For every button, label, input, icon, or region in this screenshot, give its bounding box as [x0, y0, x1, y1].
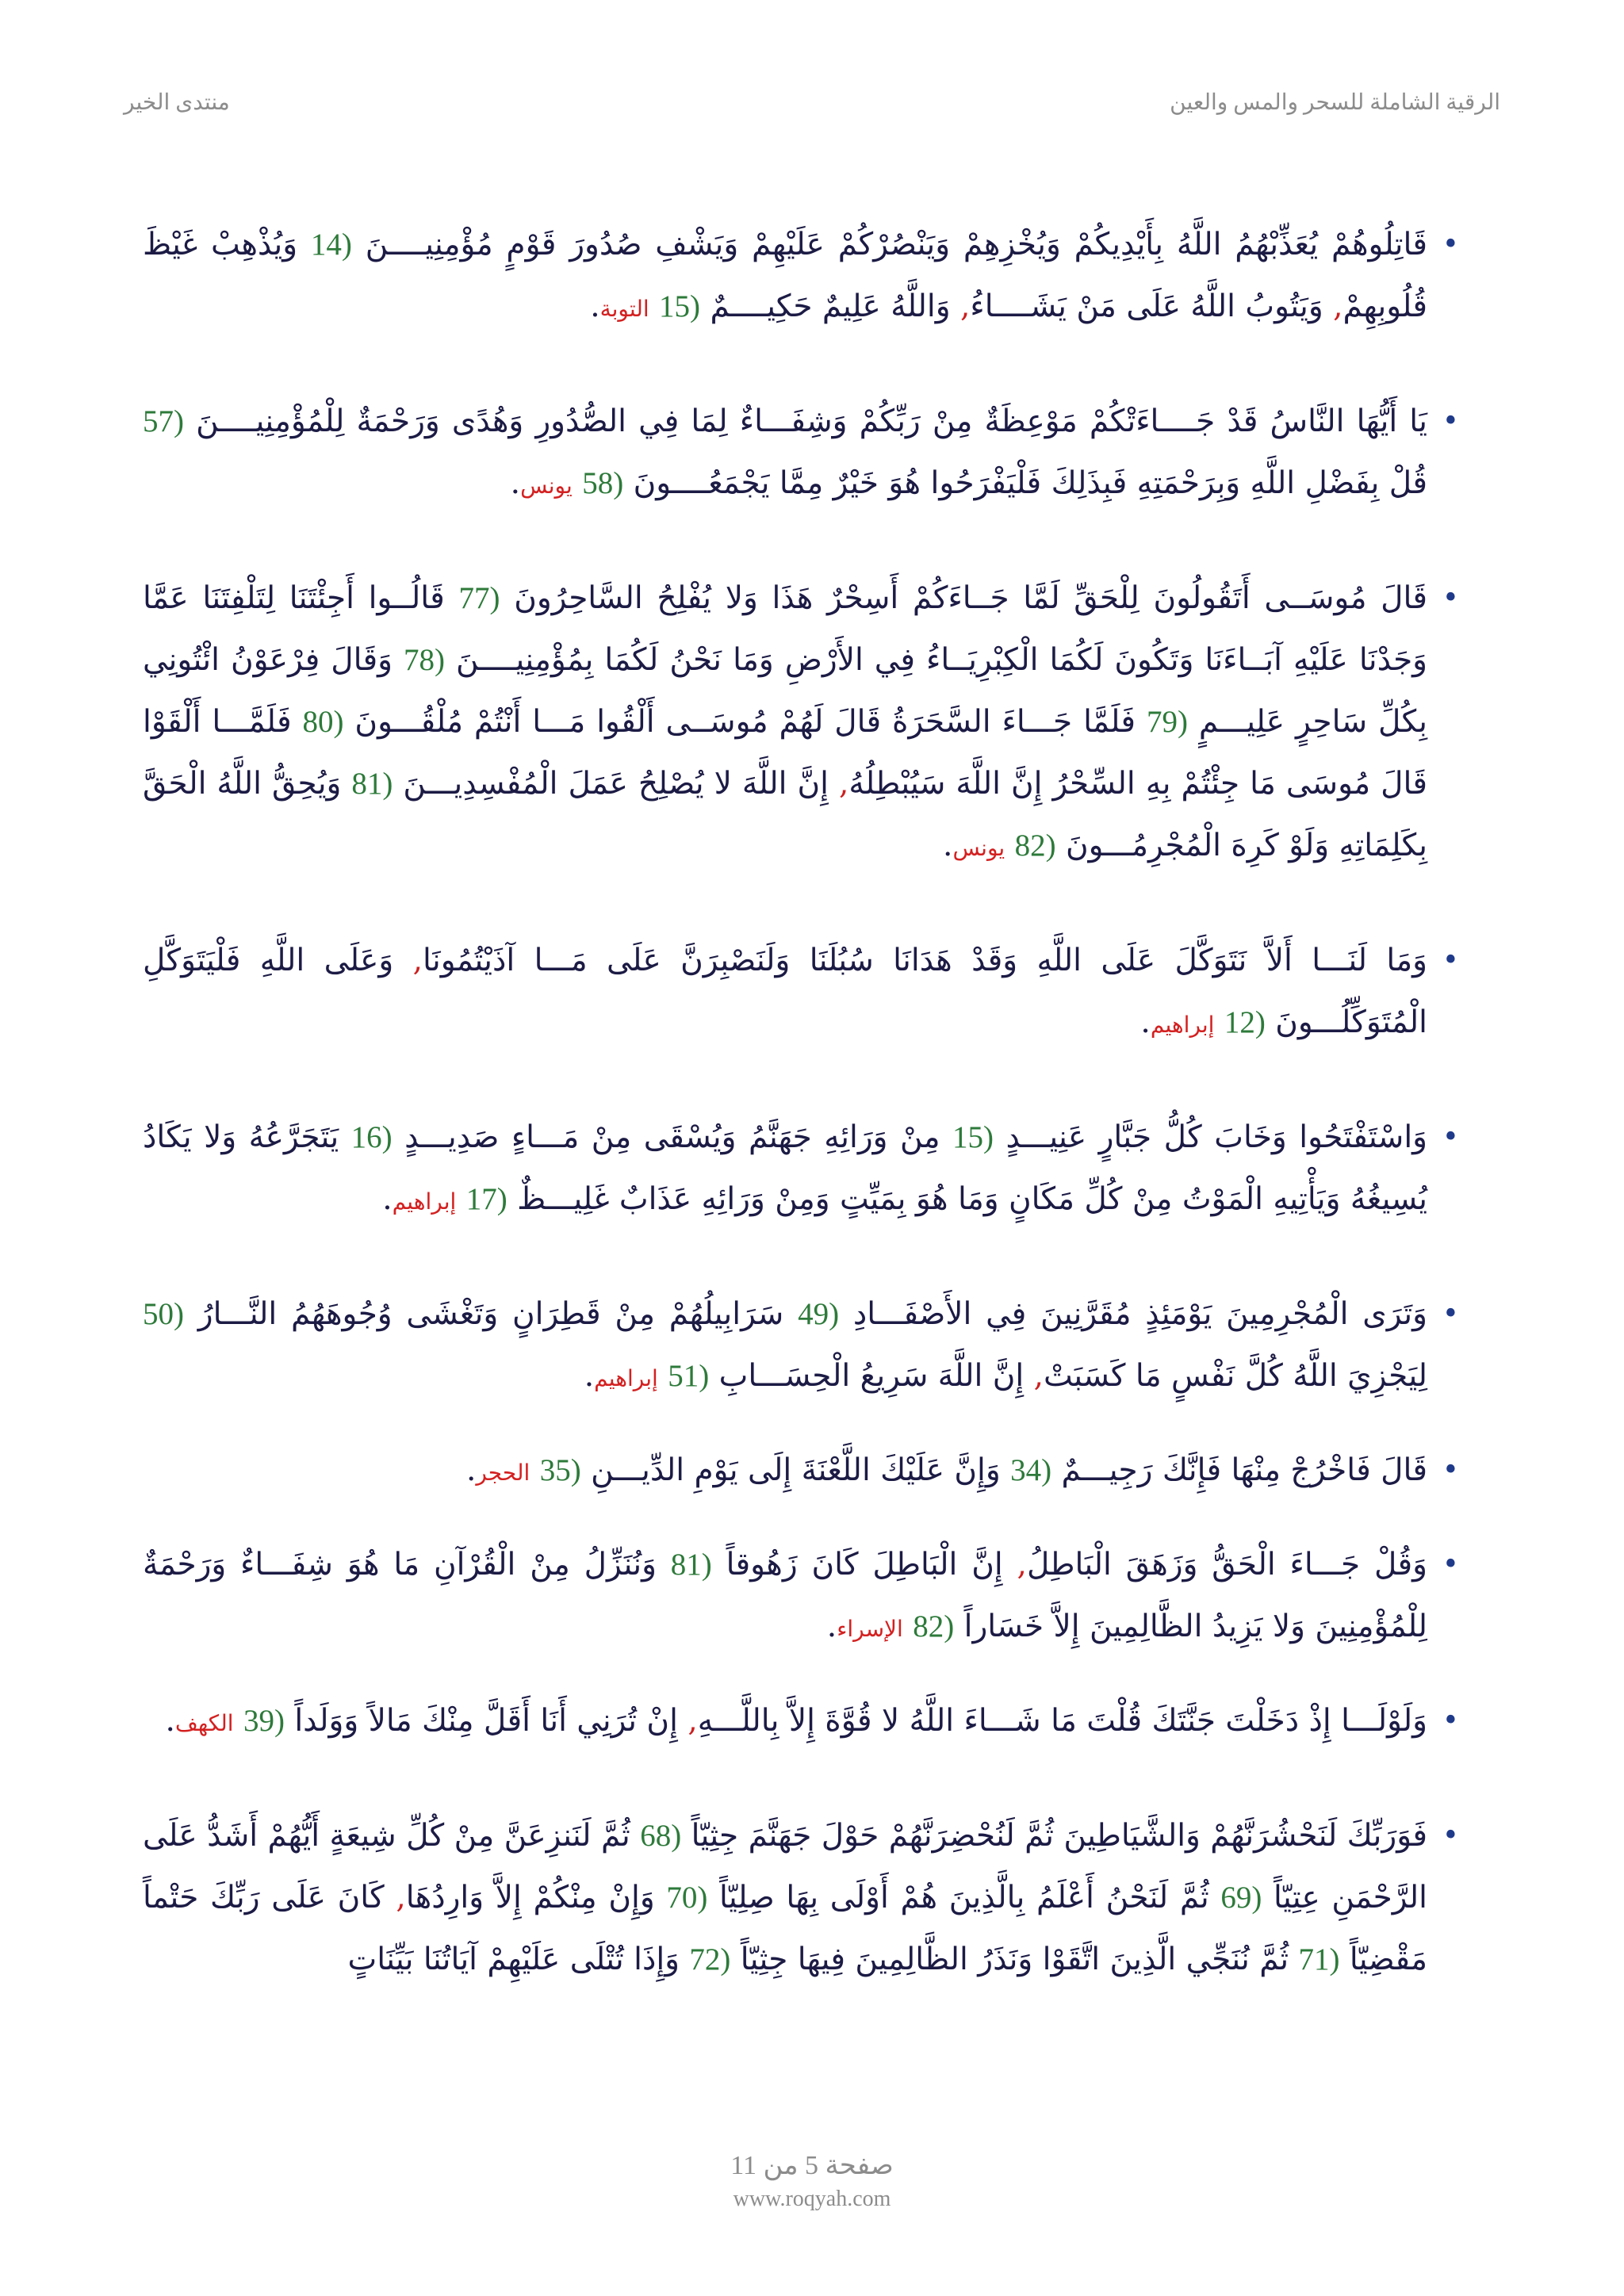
verse-paragraph: [143, 1805, 1459, 1991]
surah-name: إبراهيم: [594, 1365, 658, 1391]
verse-fragment: وَتَرَى الْمُجْرِمِينَ يَوْمَئِذٍ مُقَرَّنِينَ فِي الأَصْفَـــادِ: [839, 1296, 1427, 1332]
verse-number: (78: [404, 643, 445, 677]
verse-fragment: .: [465, 1452, 477, 1488]
verse-fragment: لِيَجْزِيَ اللَّهُ كُلَّ نَفْسٍ مَا كَسَبَتْ: [1044, 1358, 1427, 1394]
verse-number: (70: [666, 1881, 708, 1915]
verse-fragment: قُلْ بِفَضْلِ اللَّهِ وَبِرَحْمَتِهِ فَبِذَلِكَ فَلْيَفْرَحُوا هُوَ خَيْرٌ مِمَّا يَجْمَعُــــونَ: [623, 465, 1427, 501]
verse-fragment: فَلَمَّـــا أَلْقَوْا قَالَ مُوسَى مَا جِئْتُمْ بِهِ السِّحْرُ إِنَّ اللَّهَ سَيُبْطِلُهُ: [143, 704, 1427, 802]
bullet-icon: •: [1442, 944, 1459, 977]
verse-fragment: وَاسْتَفْتَحُوا وَخَابَ كُلُّ جَبَّارٍ عَنِيـــدٍ: [994, 1119, 1428, 1155]
verse-number: (79: [1146, 705, 1188, 739]
verse-number: (51: [668, 1359, 710, 1393]
verse-fragment: [1214, 1004, 1224, 1040]
verse-number: (68: [640, 1819, 682, 1853]
bullet-icon: •: [1442, 582, 1459, 614]
page-header: [124, 89, 1500, 128]
verse-fragment: .: [165, 1703, 175, 1739]
verse-fragment: [903, 1609, 913, 1644]
surah-name: الكهف: [174, 1710, 234, 1736]
verse-number: (49: [798, 1297, 840, 1331]
verse-fragment: [530, 1452, 539, 1488]
verse-number: (81: [351, 767, 393, 801]
verse-number: (12: [1224, 1005, 1266, 1039]
verse-paragraph: [143, 568, 1459, 879]
bullet-icon: •: [1442, 1548, 1459, 1581]
verse-text: [143, 943, 1427, 1040]
verse-number: (77: [458, 581, 500, 615]
verse-number: (81: [670, 1548, 712, 1582]
verse-number: (50: [143, 1297, 184, 1331]
verse-text: [165, 1703, 1427, 1739]
verse-number: (72: [689, 1942, 731, 1976]
verse-fragment: [1005, 828, 1014, 863]
site-url: www.roqyah.com: [733, 2187, 891, 2211]
verse-paragraph: [143, 1690, 1459, 1755]
forum-name: منتدى الخير: [124, 90, 230, 115]
verse-fragment: وَيُذْهِبْ غَيْظَ قُلُوبِهِمْ: [143, 227, 1427, 324]
surah-name: الحجر: [476, 1460, 530, 1486]
bullet-icon: •: [1442, 1820, 1459, 1852]
verse-fragment: فَلَمَّا جَـــاءَ السَّحَرَةُ قَالَ لَهُمْ مُوسَــى أَلْقُوا مَـــا أَنْتُمْ مُلْقُـــونَ: [343, 704, 1147, 740]
bullet-icon: •: [1442, 1705, 1459, 1737]
page-footer: [0, 2149, 1624, 2215]
verse-fragment: إِنَّ اللَّهَ لا يُصْلِحُ عَمَلَ الْمُفْسِدِيـــنَ: [393, 766, 839, 802]
surah-name: يونس: [952, 835, 1005, 861]
verse-fragment: وَلَوْلَـــا إِذْ دَخَلْتَ جَنَّتَكَ قُلْتَ مَا شَـــاءَ اللَّهُ لا قُوَّةَ إِلاَّ بِاللَّـــهِ: [697, 1703, 1427, 1739]
verse-fragment: ثُمَّ لَنَنزِعَنَّ مِنْ كُلِّ شِيعَةٍ أَيُّهُمْ أَشَدُّ عَلَى الرَّحْمَنِ عِتِيّاً: [143, 1818, 1427, 1915]
verse-fragment: [573, 465, 582, 501]
verse-number: (35: [539, 1453, 581, 1487]
verse-paragraph: [143, 1107, 1459, 1233]
verse-fragment: فَوَرَبِّكَ لَنَحْشُرَنَّهُمْ وَالشَّيَاطِينَ ثُمَّ لَنُحْضِرَنَّهُمْ حَوْلَ جَهَنَّمَ جِثِيّاً: [681, 1818, 1427, 1854]
verse-number: (58: [582, 466, 624, 500]
verse-text: [143, 1818, 1427, 1977]
verse-number: (71: [1298, 1942, 1340, 1976]
verse-paragraph: [143, 930, 1459, 1056]
surah-name: إبراهيم: [1150, 1012, 1215, 1038]
document-body: [143, 214, 1459, 2042]
verse-fragment: .: [584, 1358, 595, 1394]
verse-fragment: وَإِنْ مِنْكُمْ إِلاَّ وَارِدُهَا: [405, 1880, 667, 1915]
verse-text: [143, 580, 1427, 863]
verse-fragment: مِنْ وَرَائِهِ جَهَنَّمُ وَيُسْقَى مِنْ مَـــاءٍ صَدِيـــدٍ: [392, 1119, 953, 1155]
verse-paragraph: [143, 1534, 1459, 1660]
surah-name: الإسراء: [837, 1616, 903, 1642]
verse-fragment: كَانَ عَلَى رَبِّكَ حَتْماً مَقْضِيّاً: [143, 1880, 1427, 1977]
verse-fragment: .: [382, 1181, 393, 1217]
verse-text: [143, 1296, 1427, 1394]
verse-number: (82: [913, 1609, 955, 1644]
verse-paragraph: [143, 1440, 1459, 1504]
verse-fragment: إِنَّ اللَّهَ سَرِيعُ الْحِسَـــابِ: [709, 1358, 1034, 1394]
verse-fragment: سَرَابِيلُهُمْ مِنْ قَطِرَانٍ وَتَغْشَى وُجُوهَهُمُ النَّـــارُ: [184, 1296, 799, 1332]
verse-comma: ,: [1333, 289, 1343, 324]
verse-text: [466, 1452, 1427, 1488]
verse-fragment: إِنْ تُرَنِي أَنَا أَقَلَّ مِنْكَ مَالاً وَوَلَداً: [284, 1703, 688, 1739]
verse-fragment: وَيَتُوبُ اللَّهُ عَلَى مَنْ يَشَــــاءُ: [970, 289, 1334, 324]
verse-comma: ,: [688, 1703, 698, 1739]
verse-fragment: .: [1140, 1004, 1151, 1040]
verse-fragment: قَالَ فَاخْرُجْ مِنْهَا فَإِنَّكَ رَجِيـــمٌ: [1051, 1452, 1427, 1488]
verse-fragment: وَاللَّهُ عَلِيمٌ حَكِيــــمٌ: [700, 289, 960, 324]
verse-comma: ,: [1017, 1547, 1027, 1582]
verse-fragment: يَتَجَرَّعُهُ وَلا يَكَادُ يُسِيغُهُ وَيَأْتِيهِ الْمَوْتُ مِنْ كُلِّ مَكَانٍ وَمَا هُوَ بِمَيِّتٍ وَمِنْ وَرَائِهِ عَذَابٌ غَلِيـــظٌ: [143, 1119, 1427, 1217]
verse-number: (16: [350, 1120, 393, 1154]
verse-number: (14: [310, 228, 352, 262]
verse-fragment: وَنُنَزِّلُ مِنْ الْقُرْآنِ مَا هُوَ شِفَـــاءٌ وَرَحْمَةٌ لِلْمُؤْمِنِينَ وَلا يَزِيدُ الظَّالِمِينَ إِلاَّ خَسَاراً: [143, 1547, 1427, 1644]
verse-comma: ,: [1033, 1358, 1044, 1394]
verse-number: (17: [465, 1182, 508, 1216]
verse-comma: ,: [960, 289, 971, 324]
verse-text: [143, 227, 1427, 324]
verse-fragment: ثُمَّ لَنَحْنُ أَعْلَمُ بِالَّذِينَ هُمْ أَوْلَى بِهَا صِلِيّاً: [707, 1880, 1221, 1915]
verse-fragment: قَالَ مُوسَــى أَتَقُولُونَ لِلْحَقِّ لَمَّا جَــاءَكُمْ أَسِحْرٌ هَذَا وَلا يُفْلِحُ السَّاحِرُونَ: [500, 580, 1427, 616]
verse-fragment: وَقُلْ جَـــاءَ الْحَقُّ وَزَهَقَ الْبَاطِلُ: [1026, 1547, 1428, 1582]
verse-comma: ,: [838, 766, 849, 802]
verse-fragment: وَإِذَا تُتْلَى عَلَيْهِمْ آيَاتُنَا بَيِّنَاتٍ: [347, 1942, 690, 1977]
bullet-icon: •: [1442, 1121, 1459, 1154]
verse-fragment: .: [510, 465, 521, 501]
verse-text: [143, 1119, 1427, 1217]
verse-comma: ,: [396, 1880, 406, 1915]
verse-fragment: إِنَّ الْبَاطِلَ كَانَ زَهُوقاً: [711, 1547, 1017, 1582]
bullet-icon: •: [1442, 405, 1459, 438]
verse-fragment: وَإِنَّ عَلَيْكَ اللَّعْنَةَ إِلَى يَوْمِ الدِّيـــنِ: [580, 1452, 1011, 1488]
verse-paragraph: [143, 214, 1459, 340]
verse-fragment: وَمَا لَنَـــا أَلاَّ نَتَوَكَّلَ عَلَى اللَّهِ وَقَدْ هَدَانَا سُبُلَنَا وَلَنَصْبِرَنَّ عَلَى مَـــا آذَيْتُمُونَا: [422, 943, 1427, 978]
surah-name: يونس: [520, 473, 573, 499]
verse-fragment: [649, 289, 659, 324]
verse-number: (80: [302, 705, 344, 739]
surah-name: التوبة: [599, 296, 649, 322]
verse-fragment: ثُمَّ نُنَجِّي الَّذِينَ اتَّقَوْا وَنَذَرُ الظَّالِمِينَ فِيهَا جِثِيّاً: [730, 1942, 1299, 1977]
bullet-icon: •: [1442, 228, 1459, 261]
verse-number: (15: [952, 1120, 994, 1154]
verse-paragraph: [143, 1284, 1459, 1410]
surah-name: إبراهيم: [392, 1188, 457, 1215]
verse-fragment: وَيُحِقُّ اللَّهُ الْحَقَّ بِكَلِمَاتِهِ وَلَوْ كَرِهَ الْمُجْرِمُـــونَ: [143, 766, 1427, 863]
verse-number: (69: [1220, 1881, 1262, 1915]
verse-paragraph: [143, 391, 1459, 517]
verse-fragment: .: [826, 1609, 837, 1644]
verse-text: [143, 404, 1427, 501]
verse-fragment: وَقَالَ فِرْعَوْنُ ائْتُونِي بِكُلِّ سَاحِرٍ عَلِيـــمٍ: [143, 642, 1427, 740]
verse-fragment: قَالُــوا أَجِئْتَنَا لِتَلْفِتَنَا عَمَّا وَجَدْنَا عَلَيْهِ آبَــاءَنَا وَتَكُونَ لَكُمَا الْكِبْرِيَــاءُ فِي الأَرْضِ وَمَا نَحْنُ لَكُمَا بِمُؤْمِنِيــــنَ: [143, 580, 1428, 678]
verse-fragment: وَعَلَى اللَّهِ فَلْيَتَوَكَّلِ الْمُتَوَكِّلُـــونَ: [143, 943, 1427, 1040]
verse-number: (39: [243, 1704, 285, 1738]
verse-fragment: .: [943, 828, 953, 863]
verse-fragment: [658, 1358, 668, 1394]
verse-fragment: قَاتِلُوهُمْ يُعَذِّبْهُمُ اللَّهُ بِأَيْدِيكُمْ وَيُخْزِهِمْ وَيَنْصُرْكُمْ عَلَيْهِمْ وَيَشْفِ صُدُورَ قَوْمٍ مُؤْمِنِيــــنَ: [351, 227, 1427, 262]
verse-fragment: .: [590, 289, 600, 324]
verse-number: (57: [143, 404, 184, 438]
verse-fragment: يَا أَيُّهَا النَّاسُ قَدْ جَــــاءَتْكُمْ مَوْعِظَةٌ مِنْ رَبِّكُمْ وَشِفَـــاءٌ لِمَا فِي الصُّدُورِ وَهُدًى وَرَحْمَةٌ لِلْمُؤْمِنِيــــنَ: [184, 404, 1427, 439]
verse-number: (34: [1010, 1453, 1052, 1487]
verse-text: [143, 1547, 1427, 1644]
verse-fragment: [456, 1181, 465, 1217]
verse-fragment: [234, 1703, 243, 1739]
verse-number: (15: [659, 289, 701, 323]
document-title: الرقية الشاملة للسحر والمس والعين: [1170, 90, 1500, 115]
bullet-icon: •: [1442, 1454, 1459, 1487]
verse-number: (82: [1014, 828, 1056, 863]
bullet-icon: •: [1442, 1298, 1459, 1330]
verse-comma: ,: [412, 943, 423, 978]
page-number: صفحة 5 من 11: [730, 2151, 894, 2180]
